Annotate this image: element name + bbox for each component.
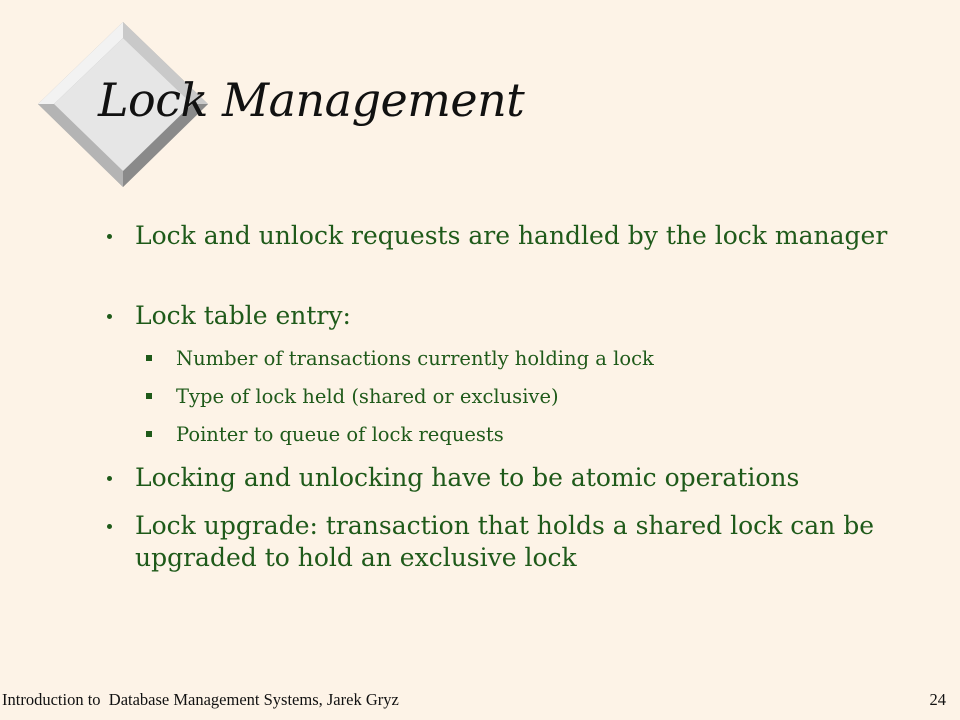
bullet-item <box>135 510 905 574</box>
bullet-item <box>135 220 905 252</box>
dot-bullet-icon <box>107 234 112 239</box>
bullet-item <box>135 300 905 332</box>
sub-bullet-item <box>176 346 876 372</box>
bullet-text: Lock and unlock requests are handled by the lock manager <box>135 221 888 250</box>
square-bullet-icon <box>146 431 152 437</box>
sub-bullet-text: Type of lock held (shared or exclusive) <box>176 385 559 408</box>
square-bullet-icon <box>146 355 152 361</box>
slide-title: Lock Management <box>98 73 525 127</box>
dot-bullet-icon <box>107 314 112 319</box>
dot-bullet-icon <box>107 476 112 481</box>
page-number: 24 <box>929 690 946 709</box>
dot-bullet-icon <box>107 524 112 529</box>
bullet-text: Lock upgrade: transaction that holds a shared lock can be upgraded to hold an exclusive lock <box>135 511 875 572</box>
sub-bullet-text: Pointer to queue of lock requests <box>176 423 504 446</box>
sub-bullet-item <box>176 422 876 448</box>
bullet-item <box>135 462 905 494</box>
bullet-text: Locking and unlocking have to be atomic operations <box>135 463 800 492</box>
sub-bullet-item <box>176 384 876 410</box>
footer-citation: Introduction to Database Management Systems, Jarek Gryz <box>2 690 399 709</box>
square-bullet-icon <box>146 393 152 399</box>
bullet-text: Lock table entry: <box>135 301 351 330</box>
sub-bullet-text: Number of transactions currently holding a lock <box>176 347 654 370</box>
